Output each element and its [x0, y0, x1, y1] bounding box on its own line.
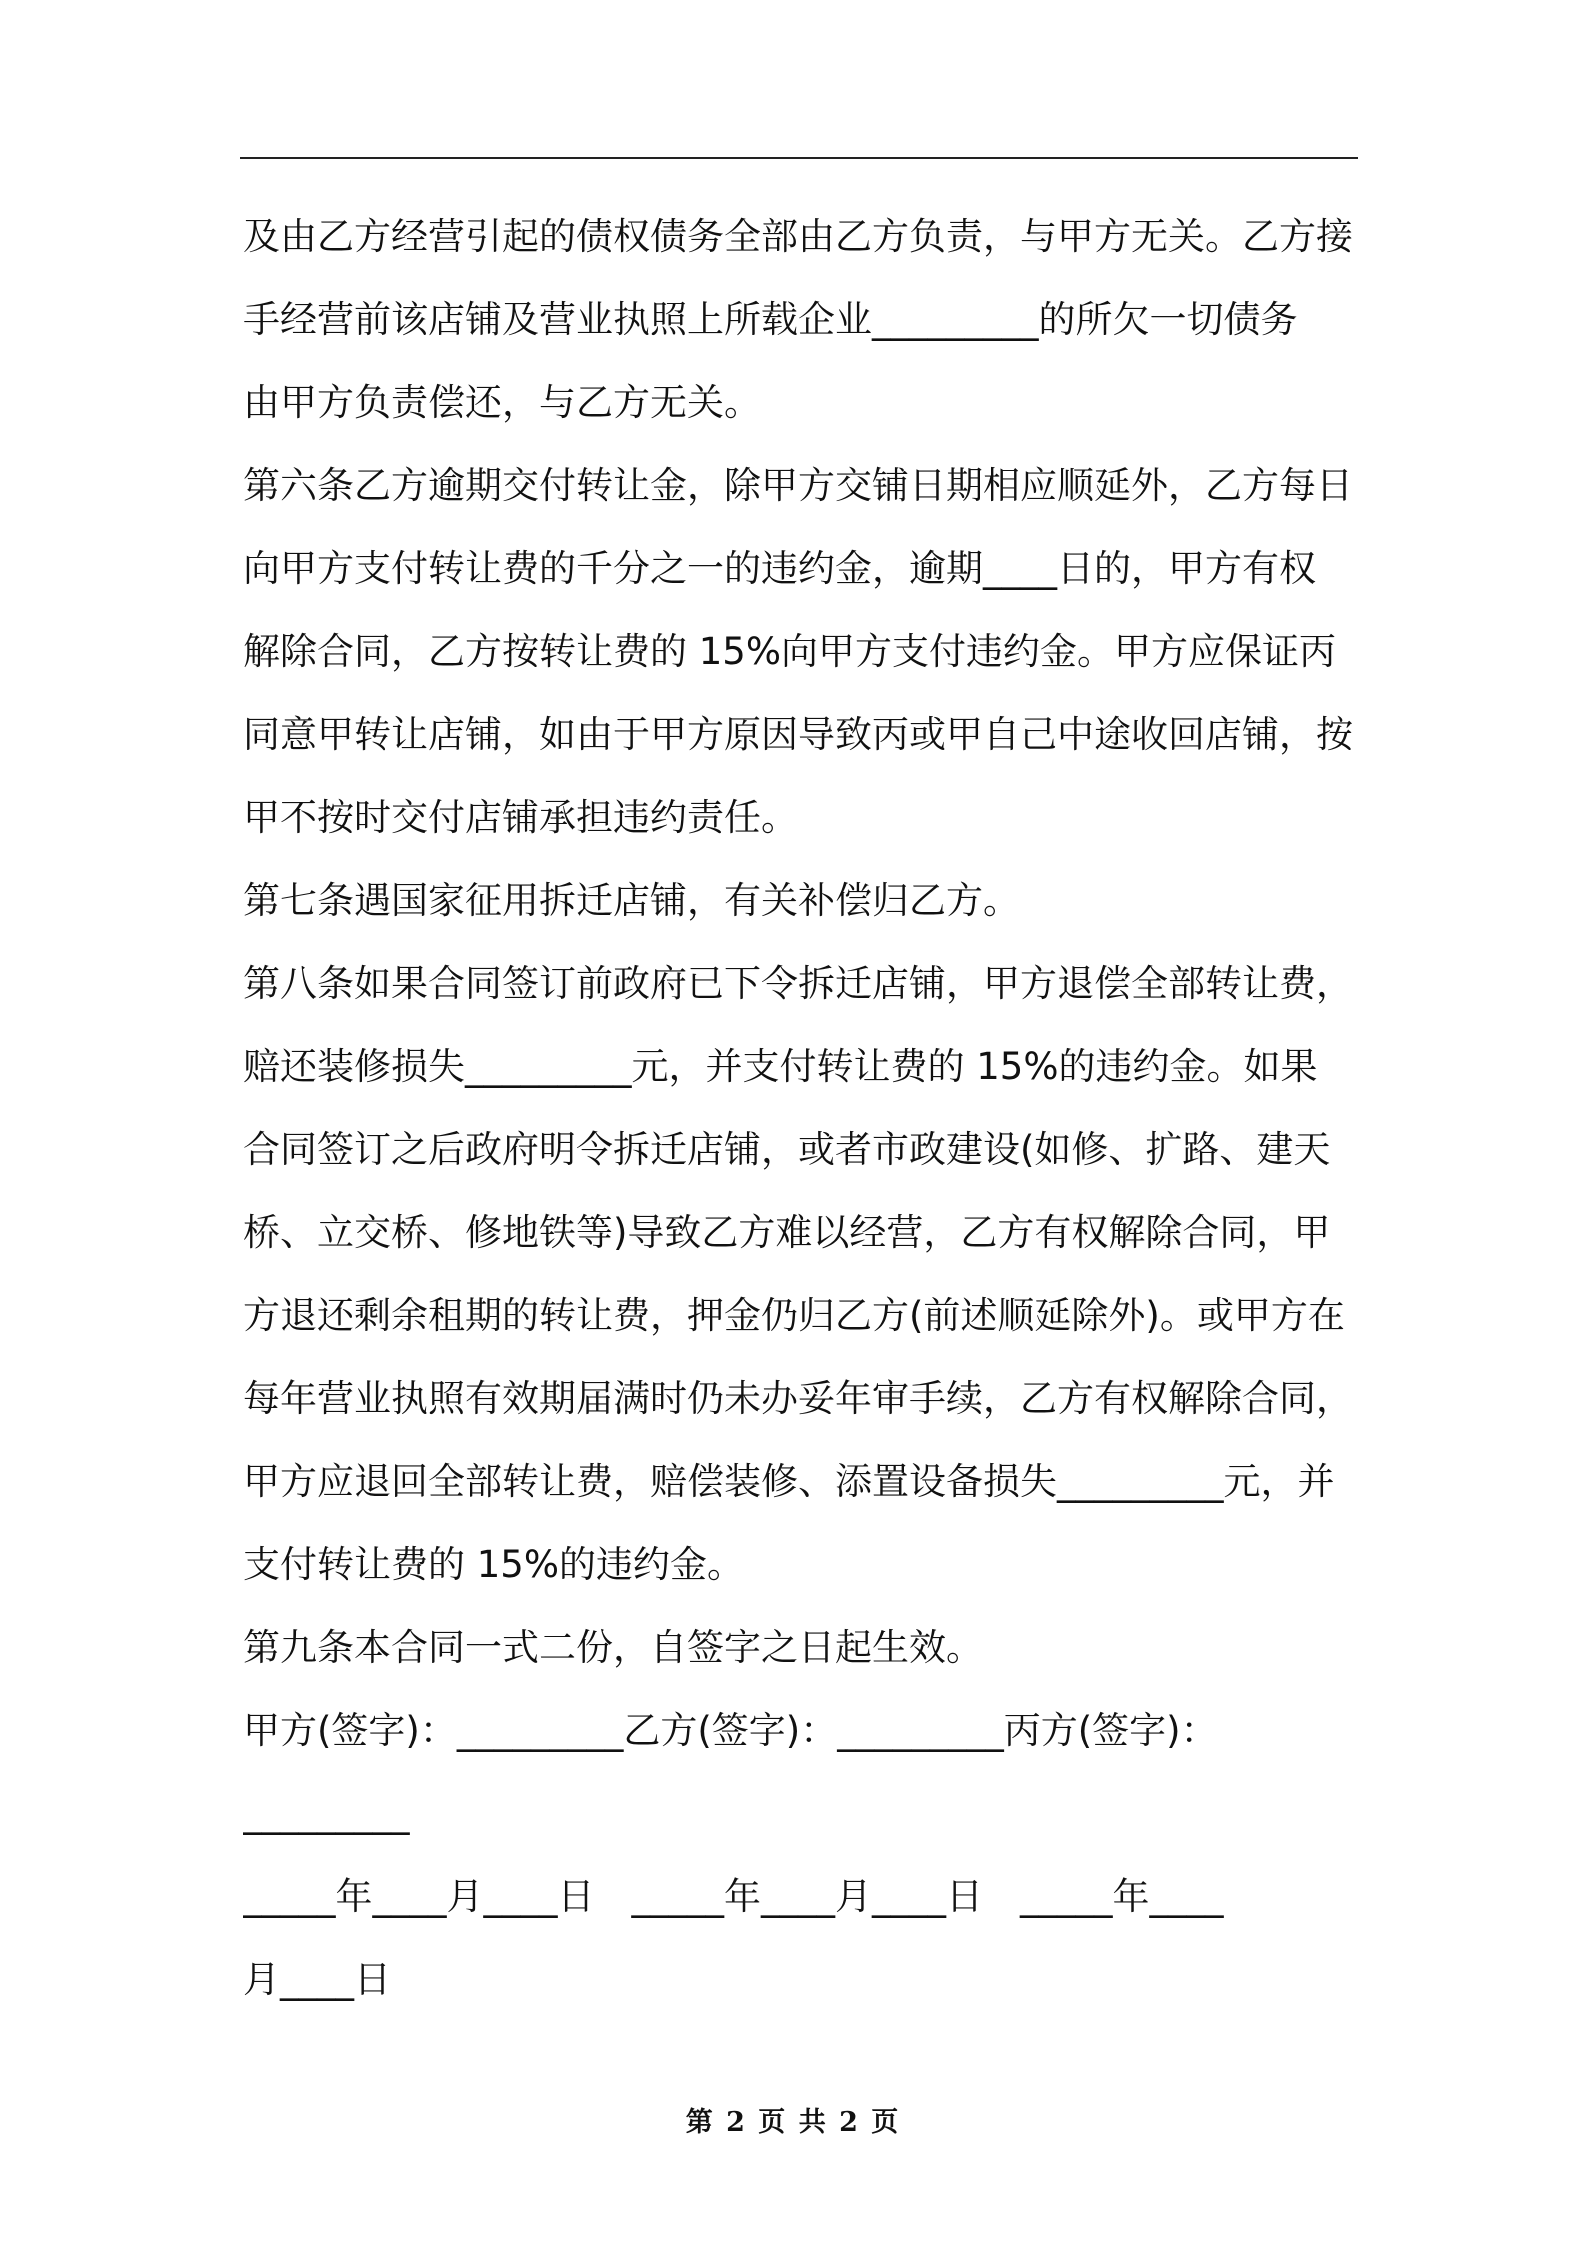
text-line: 及由乙方经营引起的债权债务全部由乙方负责，与甲方无关。乙方接: [243, 215, 1353, 258]
text-line: 解除合同，乙方按转让费的 15%向甲方支付违约金。甲方应保证丙: [243, 630, 1336, 673]
text-line: 甲不按时交付店铺承担违约责任。: [243, 796, 798, 839]
text-line: 由甲方负责偿还，与乙方无关。: [243, 381, 761, 424]
text-line: 手经营前该店铺及营业执照上所载企业_________的所欠一切债务: [243, 298, 1298, 341]
text-line: 赔还装修损失_________元，并支付转让费的 15%的违约金。如果: [243, 1045, 1318, 1088]
page-number: 第 2 页 共 2 页: [685, 2107, 901, 2138]
document-body: [243, 195, 1358, 2021]
text-line: 月____日: [243, 1958, 391, 2001]
text-line: 甲方(签字)：_________乙方(签字)：_________丙方(签字)：: [243, 1709, 1218, 1752]
text-line: 第八条如果合同签订前政府已下令拆迁店铺，甲方退偿全部转让费，: [243, 962, 1353, 1005]
text-line: 甲方应退回全部转让费，赔偿装修、添置设备损失_________元，并: [243, 1460, 1335, 1503]
text-line: 第七条遇国家征用拆迁店铺，有关补偿归乙方。: [243, 879, 1020, 922]
text-line: 桥、立交桥、修地铁等)导致乙方难以经营，乙方有权解除合同，甲: [243, 1211, 1331, 1254]
text-line: 每年营业执照有效期届满时仍未办妥年审手续，乙方有权解除合同，: [243, 1377, 1353, 1420]
text-line: 合同签订之后政府明令拆迁店铺，或者市政建设(如修、扩路、建天: [243, 1128, 1331, 1171]
text-line: _________: [243, 1792, 410, 1835]
text-line: 第九条本合同一式二份，自签字之日起生效。: [243, 1626, 983, 1669]
text-line: 方退还剩余租期的转让费，押金仍归乙方(前述顺延除外)。或甲方在: [243, 1294, 1345, 1337]
text-line: 向甲方支付转让费的千分之一的违约金，逾期____日的，甲方有权: [243, 547, 1316, 590]
text-line: 支付转让费的 15%的违约金。: [243, 1543, 744, 1586]
text-line: 同意甲转让店铺，如由于甲方原因导致丙或甲自己中途收回店铺，按: [243, 713, 1353, 756]
text-line: _____年____月____日 _____年____月____日 _____年____: [243, 1875, 1224, 1918]
header-rule: [240, 157, 1358, 159]
text-line: 第六条乙方逾期交付转让金，除甲方交铺日期相应顺延外，乙方每日: [243, 464, 1353, 507]
